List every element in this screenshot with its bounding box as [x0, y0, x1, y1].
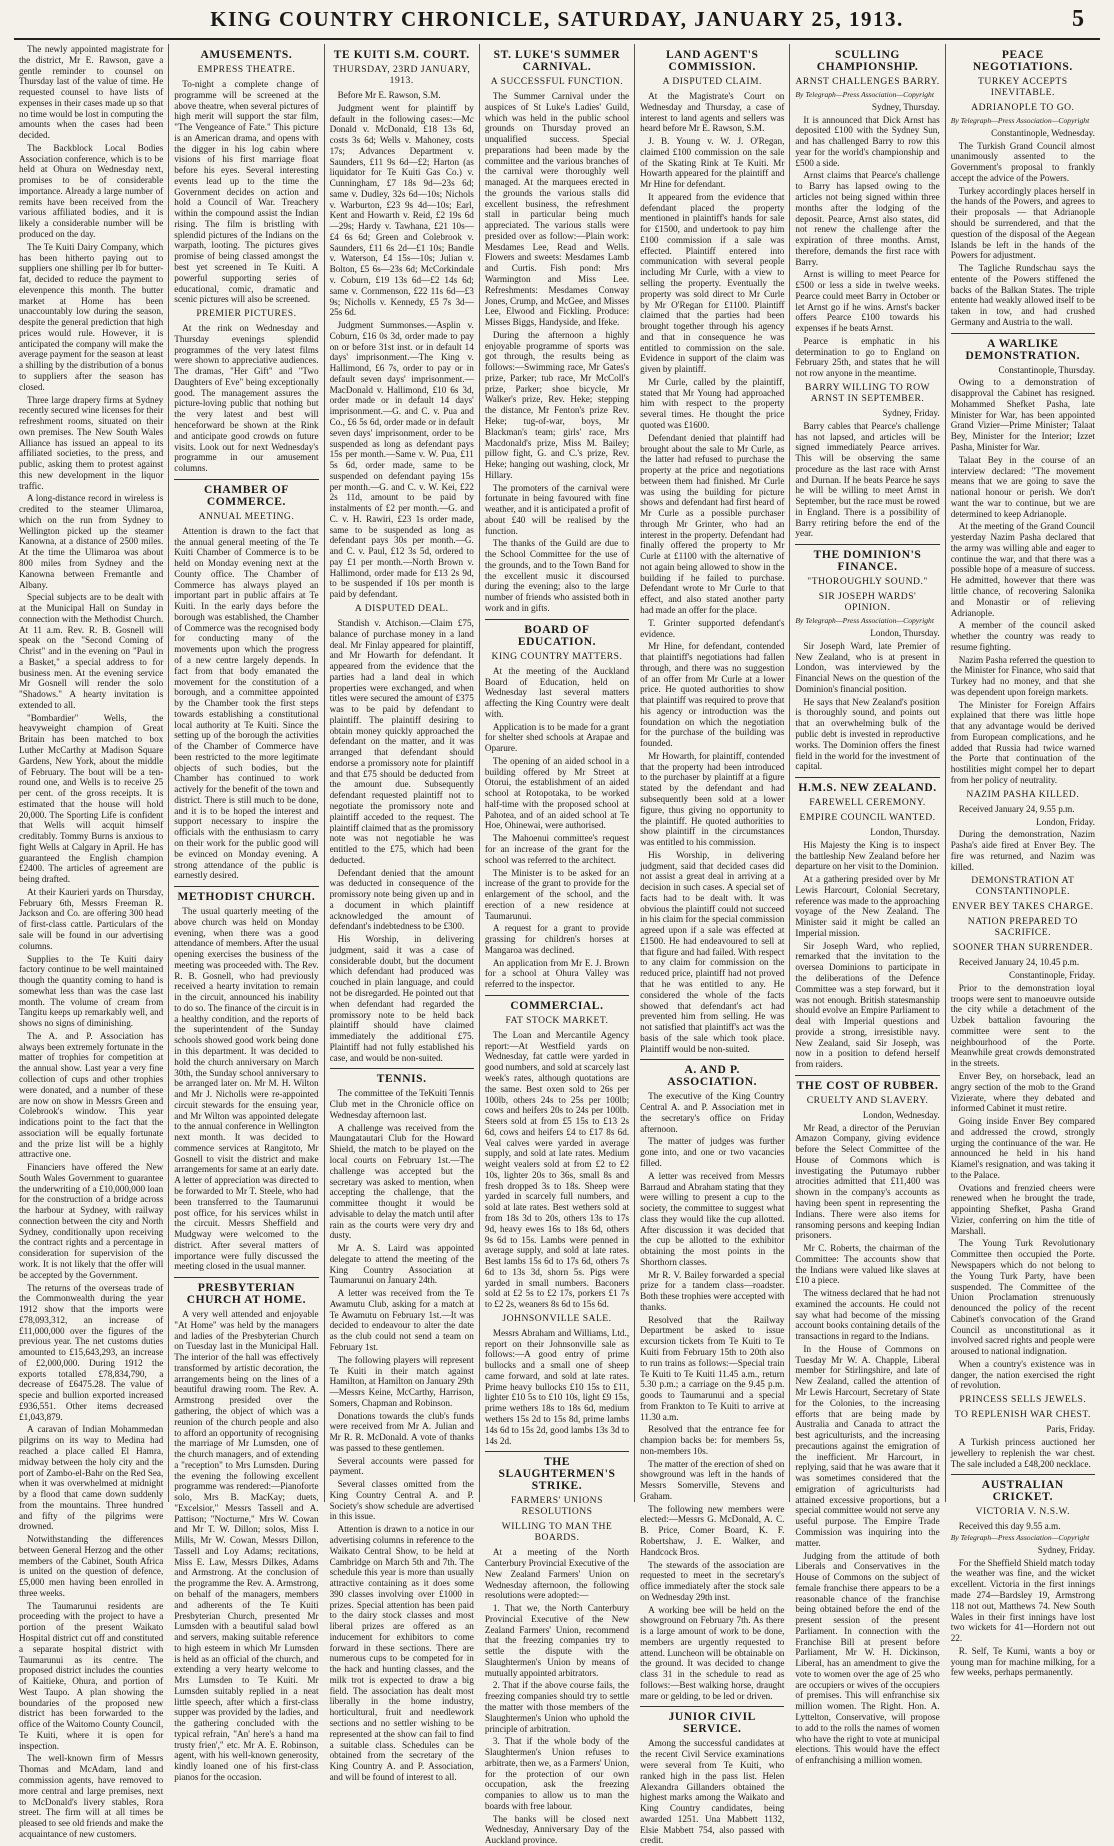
article-subheading: ANNUAL MEETING. — [198, 510, 295, 522]
article-headline: PRESBYTERIAN CHURCH AT HOME. — [174, 1277, 318, 1306]
column-6 — [790, 44, 945, 1766]
article-headline: THE COST OF RUBBER. — [795, 1075, 939, 1092]
article-paragraph: Three large drapery firms at Sydney recently secured wine licenses for their refreshment rooms, situated on their own premises. The New South Wales Alliance has issued an appeal to its affiliated societies, to the press, and public, asking them to protest against this new development in the liquor traffic. — [19, 394, 164, 491]
article-paragraph: At the meeting of the Auckland Board of Education, held on Wednesday last several matters affecting the King Country were dealt with. — [484, 665, 630, 719]
article-subheading: PRINCESS SELLS JEWELS. — [959, 1394, 1087, 1406]
article-paragraph: The newly appointed magistrate for the district, Mr E. Rawson, gave a gentle reminder to counsel on Thursday last of the value of time. He requested counsel to have lists of expenses in their cases made up so that no time would be lost in computing the amounts when the cases had been decided. — [19, 44, 164, 141]
article-paragraph: Sir Joseph Ward, late Premier of New Zealand, who is at present in London, was interviewed by the Financial News on the question of the Dominion's financial position. — [795, 640, 940, 694]
article-subheading: TO REPLENISH WAR CHEST. — [954, 1409, 1091, 1421]
article-paragraph: The thanks of the Guild are due to the School Committee for the use of the grounds, and to the Town Band for the excellent music it discoursed during the evening; also to the large number of friends who assisted both in work and in gifts. — [484, 538, 630, 613]
article-paragraph: Owing to a demonstration of disapproval the Cabinet has resigned. Mohammed Shefket Pasha, late Minister for War, has been appointed Grand Vizier—Prime Minister; Talaat Bey, Minister for the Interior; Izzet Pasha, Minister for War. — [950, 377, 1095, 453]
article-paragraph: Going inside Enver Bey compared and addressed the crowd, strongly urging the continuance of the war. He announced he held in his hand Kiamel's resignation, and was taking it to the Palace. — [950, 1116, 1095, 1180]
article-paragraph: The Backblock Local Bodies Association conference, which is to be held at Ohura on Wednesday next, promises to be of considerable importance. Already a large number of remits have been received from the various affiliated bodies, and it is likely a considerable number will be produced on the day. — [19, 142, 164, 240]
article-paragraph: Several classes omitted from the King Country Central A. and P. Society's show schedule are advertised in this issue. — [329, 1479, 474, 1522]
dateline: Sydney, Friday. — [1037, 1544, 1095, 1555]
article-subheading: DEMONSTRATION AT CONSTANTINOPLE. — [971, 875, 1075, 898]
article-headline: TENNIS. — [330, 1068, 474, 1085]
article-paragraph: Resolved that the entrance fee for champion backs be: for members 5s, non-members 10s. — [640, 1424, 785, 1456]
column-1 — [14, 44, 169, 1839]
column-3 — [325, 44, 480, 1782]
article-subheading: A DISPUTED DEAL. — [354, 602, 449, 614]
article-paragraph: The following new members were elected:—Messrs G. McDonald, A. C. B. Price, Comer Board, K. F. Robertshaw, J. E. Walker, and Handcock Bros. — [640, 1503, 785, 1557]
article-paragraph: Supplies to the Te Kuiti dairy factory continue to be well maintained though the quantity coming to hand is somewhat less than was the case last month. The volume of cream from Tangitu keeps up remarkably well, and shows no signs of diminishing. — [19, 953, 164, 1029]
article-paragraph: At the Magistrate's Court on Wednesday and Thursday, a case of interest to land agents and sellers was heard before Mr E. Rawson, S.M. — [640, 91, 785, 134]
article-subheading: EMPRESS THEATRE. — [197, 64, 296, 75]
article-paragraph: The Tagliche Rundschau says the entente of the Powers stiffened the backs of the Balkan States. The triple entente had weakly allowed itself to be taken in tow, and had crushed Germany and Austria to the wall. — [950, 263, 1095, 327]
article-paragraph: In the House of Commons on Tuesday Mr W. A. Chapple, Liberal member for Stirlingshire, and late of New Zealand, called the attention of Mr Lewis Harcourt, Secretary of State for the Colonies, to the increasing efforts that are being made by Australia and Canada to attract the best agriculturists, and the increasing precautions against the emigration of the inefficient. Mr Harcourt, in replying, said that he was aware that it was sometimes considered that the emigration of agriculturists had attained excessive proportions, but a special committee would not serve any useful purpose. The Empire Trade Commission was inquiring into the matter. — [795, 1343, 940, 1548]
article-paragraph: Mr Howarth, for plaintiff, contended that the property had been introduced to the purchaser by plaintiff at a figure stated by the defendant and had subsequently been sold at a lower figure, thus giving no opportunity to the plaintiff. He quoted authorities to show plaintiff in the circumstances was entitled to his commission. — [640, 750, 785, 848]
article-paragraph: "Bombardier" Wells, the heavyweight champion of Great Britain has been matched to box Luther McCarthy at Madison Square Gardens, New York, about the middle of February. The bout will be a ten-round one, and Wells is to receive 25 per cent. of the gross receipts. It is estimated that the house will hold 20,000. The Sporting Life is confident that Wells will acquit himself creditably. Tommy Burns is anxious to fight Wells at Calgary in April. He has guaranteed the English champion £2400. The articles of agreement are being drafted. — [19, 712, 164, 885]
article-paragraph: When a country's existence was in danger, the nation exercised the right of revolution. — [950, 1358, 1095, 1391]
article-paragraph: 1. That we, the North Canterbury Provincial Executive of the New Zealand Farmers' Union, recommend that the freezing companies try to settle the dispute with the Slaughtermen's Union by means of mutually appointed arbitrators. — [484, 1603, 630, 1678]
article-paragraph: For the Sheffield Shield match today the weather was fine, and the wicket excellent. Victoria in the first innings made 274—Bardsley 19, Armstrong 118 not out, Matthews 74. New South Wales in their first innings have lost two wickets for 41—Hordern not out 22. — [950, 1557, 1095, 1644]
article-headline: AUSTRALIAN CRICKET. — [951, 1474, 1095, 1503]
article-headline: SCULLING CHAMPIONSHIP. — [816, 49, 919, 73]
article-headline: CHAMBER OF COMMERCE. — [174, 479, 318, 508]
wire-credit: By Telegraph—Press Association—Copyright — [795, 616, 934, 626]
article-paragraph: The usual quarterly meeting of the above church was held on Monday evening, when there was a good attendance of members. After the usual opening exercises the business of the meeting was proceeded with. The Rev. R. B. Gosnell, who had previously received a hearty invitation to remain in the circuit, announced his inability to do so. The finance of the circuit is in a healthy condition, and the reports of the superintendent of the Sunday schools showed good work being done in this department. It was decided to hold the church anniversary on March 30th, the Sunday school anniversary to be arranged later on. Mr M. H. Wilton and Mr J. Nicholls were re-appointed circuit stewards for the ensuing year, and Mr Wilton was appointed delegate to the annual conference in Wellington next month. It was decided to commence services at Rangitoto, Mr Gosnell to visit the district and make arrangements for same at an early date. A letter of appreciation was directed to be forwarded to Mr T. Steele, who had been transferred to the Taumarunui post office, for his services whilst in the circuit. Messrs Sheffield and Mudgway were welcomed to the district. After several matters of importance were fully discussed the meeting closed in the usual manner. — [174, 906, 319, 1272]
article-paragraph: The A. and P. Association has always been extremely fortunate in the matter of trophies for competition at the annual show. Last year a very fine collection of cups and other trophies were donated, and a number of these are now on show in Messrs Green and Colebrook's window. This year indications point to the fact that the association will be equally fortunate and the prize list will be a highly attractive one. — [19, 1030, 164, 1160]
article-paragraph: T. Grinter supported defendant's evidence. — [640, 617, 785, 639]
article-subheading: JOHNSONVILLE SALE. — [502, 1312, 612, 1324]
article-headline: TE KUITI S.M. COURT. — [333, 49, 470, 61]
article-paragraph: At the rink on Wednesday and Thursday evenings splendid programmes of the very latest films were shown to appreciative audiences. The dramas, "Her Gift" and "Two Daughters of Eve" being exceptionally good. The management assures the picture-loving public that nothing but the very latest and best will henceforward be shown at the Rink and anticipate good crowds on future visits. Look out for next Wednesday's programme in our amusement columns. — [174, 323, 319, 474]
article-subheading: FAT STOCK MARKET. — [505, 1014, 609, 1026]
article-paragraph: The Summer Carnival under the auspices of St Luke's Ladies' Guild, which was held in the public school grounds on Thursday proved an unqualified success. Special preparations had been made by the committee and the various branches of the carnival were thoroughly well managed. At the marquees erected in the grounds the various stalls did excellent business, the refreshment stall in particular being much appreciated. The various stalls were presided over as follow:—Plain work: Mesdames Lee, Read and Wells. Flowers and sweets: Mesdames Lamb and Curtis. Fish pond: Mrs Warmington and Miss Lee. Refreshments: Mesdames Conway Jones, Crump, and McGee, and Misses Lee, Elwood and Fickling. Produce: Misses Biggs, Handyside, and Ifeke. — [484, 91, 630, 328]
article-paragraph: Several accounts were passed for payment. — [329, 1455, 474, 1477]
dateline: Sydney, Thursday. — [871, 101, 940, 112]
article-paragraph: Sir Joseph Ward, who replied, remarked that the invitation to the oversea Dominions to participate in the deliberations of the Defence Committee was a step forward, but it was not enough. British statesmanship should evolve an Empire Parliament to deal with Imperial questions and provide a strong, irresistible navy. New Zealand, said Sir Joseph, was now in a position to defend herself from raiders. — [795, 940, 940, 1070]
article-paragraph: A request for a grant to provide grassing for children's horses at Mangaroa was declined. — [484, 923, 630, 955]
article-paragraph: A letter was received from Messrs Barraud and Abraham stating that they were willing to present a cup to the society, the committee to suggest what class they would like the cup allotted. After discussion it was decided that the cup be allotted to the exhibitor obtaining the most points in the Shorthorn classes. — [640, 1170, 785, 1267]
column-2 — [169, 44, 324, 1783]
article-paragraph: Enver Bey, on horseback, lead an angry section of the mob to the Grand Vizierate, where they debated and informed Cabinet it must retire. — [950, 1071, 1095, 1114]
dateline: London, Thursday. — [870, 827, 940, 838]
article-paragraph: At the meeting of the Grand Council yesterday Nazim Pasha declared that the army was willing able and eager to continue the war, and that there was a possible hope of a measure of success. He admitted, however that there was little chance, of recovering Salonika and Monastir or of relieving Adrianople. — [950, 521, 1095, 618]
article-headline: H.M.S. NEW ZEALAND. — [795, 777, 939, 794]
column-5 — [635, 44, 790, 1846]
article-paragraph: Mr Curle, called by the plaintiff, stated that Mr Young had approached him with respect to the property several times. He thought the price quoted was £1600. — [640, 376, 785, 430]
article-paragraph: The Minister is to be asked for an increase of the grant to provide for the enlargement of the school, and the erection of a new residence at Taumarunui. — [484, 867, 630, 921]
article-subheading: NATION PREPARED TO SACRIFICE. — [967, 916, 1078, 939]
article-subheading: SOONER THAN SURRENDER. — [952, 942, 1093, 954]
article-subheading: "THOROUGHLY SOUND." — [807, 576, 928, 588]
article-paragraph: Notwithstanding the differences between General Herzog and the other members of the Cabinet, South Africa is united on the question of defence, £5,000 men having been enrolled in three weeks. — [19, 1534, 164, 1598]
article-paragraph: Defendant denied that the amount was deducted in consequence of the promissory note being given up and in a document in which plaintiff acknowledged the amount of defendant's indebtedness to be £300. — [329, 867, 474, 932]
article-subheading: FARMERS' UNIONS RESOLUTIONS — [511, 1495, 603, 1518]
article-paragraph: He says that New Zealand's position is thoroughly sound, and points out that an overwhelming bulk of the public debt is invested in reproductive works. The Dominion offers the finest field in the world for the investment of capital. — [795, 696, 940, 772]
article-headline: BOARD OF EDUCATION. — [485, 619, 629, 648]
article-subheading: ENVER BEY TAKES CHARGE. — [952, 901, 1094, 913]
article-paragraph: The stewards of the association are requested to meet in the secretary's office immediately after the stock sale on Wednesday 29th inst. — [640, 1559, 785, 1602]
article-paragraph: Talaat Bey in the course of an interview declared: "The movement means that we are going to save the national honour or perish. We don't want the war to continue, but we are determined to keep Adrianople. — [950, 454, 1095, 519]
article-subheading: WILLING TO MAN THE BOARDS. — [501, 1521, 613, 1544]
article-paragraph: A Turkish princess auctioned her jewellery to replenish the war chest. The sale included a £48,200 necklace. — [950, 1436, 1095, 1469]
article-paragraph: Before Mr E. Rawson, S.M. — [337, 90, 441, 100]
article-subheading: ADRIANOPLE TO GO. — [971, 102, 1075, 113]
article-paragraph: The Young Turk Revolutionary Committee then occupied the Porte. Newspapers which do not belong to the Young Turk Party, have been suspended. The Committee of the Union Proclamation strenuously denounced the policy of the recent Cabinet's convocation of the Grand Council as unconstitutional as it involved sacred rights and people were aroused to national indignation. — [950, 1238, 1095, 1357]
article-paragraph: The returns of the overseas trade of the Commonwealth during the year 1912 show that the imports were £78,093,312, an increase of £11,000,000 over the figures of the previous year. The net customs duties amounted to £15,643,293, an increase of £2,000,000. During 1912 the exports totalled £78,834,790, a decrease of £6475.28. The value of specie and bullion exported increased £936,551. Other items decreased £1,043,879. — [19, 1282, 164, 1422]
article-paragraph: 3. That if the whole body of the Slaughtermen's Union refuses to arbitrate, then we, as a Farmers' Union, for the protection of our own occupation, ask the freezing companies to allow us to man the boards with free labour. — [484, 1736, 630, 1811]
article-paragraph: The banks will be closed next Wednesday, Anniversary Day of the Auckland province. — [484, 1813, 630, 1846]
article-paragraph: His Worship, in delivering judgment, said that decided cases did not assist a great deal in arriving at a decision in such cases. A special set of facts had to be dealt with. It was obvious the plaintiff could not succeed in his claim for the special commission agreed upon if a sale was effected at £1500. He had endeavoured to sell at that figure and had failed. With respect to any claim for commission on the reduced price, plaintiff had not proved that he was entitled to any. He considered the whole of the facts showed that defendant's act had prevented him from selling. He was not satisfied that plaintiff's act was the basis of the sale which took place. Plaintiff would be non-suited. — [640, 849, 785, 1054]
article-paragraph: Received January 24, 9.55 p.m. — [958, 803, 1075, 814]
article-paragraph: R. Self, Te Kumi, wants a boy or young man for machine milking, for a few weeks, perhaps permanently. — [950, 1645, 1095, 1678]
dateline: Constantinople, Thursday. — [998, 364, 1095, 375]
article-paragraph: The committee of the TeKuiti Tennis Club met in the Chronicle office on Wednesday afternoon last. — [329, 1088, 474, 1120]
article-paragraph: A very well attended and enjoyable "At Home" was held by the managers and ladies of the Presbyterian Church on Tuesday last in the Municipal Hall. The interior of the hall was effectively transformed by artistic decoration, the arrangements being on the lines of a beautiful drawing room. The Rev. A. Armstrong presided over the gathering, the object of which was a reunion of the church people and also to afford an opportunity of recognising the marriage of Mr Lumsden, one of the church managers, and of extending a "reception" to Mrs Lumsden. During the evening the following excellent programme was rendered:—Pianoforte solo, Mrs B. MacKay; duets, "Excelsior," Messrs Tassell and A. Pattison; "Nocturne," Mrs W. Cowan and Mr T. W. Dillon; solos, Miss I. Mills, Mr W. Cowan, Messrs Dillon, Tassell and Loy Adams; recitations, Miss E. Law, Messrs Dilkes, Adams and Armstrong. At the conclusion of the programme the Rev. A. Armstrong, on behalf of the managers, members and adherents of the Te Kuiti Presbyterian Church, presented Mr Lumsden with a beautiful salad bowl and servers, making suitable reference to high esteem in which Mr Lumsden is held as an official of the church, and extending a very hearty welcome to Mrs Lumsden to Te Kuiti. Mr Lumsden suitably replied in a neat little speech, after which a first-class supper was provided by the ladies, and the gathering concluded with the typical refrain, "An' here's a hand ma trusty frien'," etc. Mr A. E. Robinson, agent, with his well-known generosity, kindly loaned one of his first-class pianos for the occasion. — [174, 1309, 319, 1783]
article-headline: THE DOMINION'S FINANCE. — [795, 544, 939, 573]
article-paragraph: At a meeting of the North Canterbury Provincial Executive of the New Zealand Farmers' Union on Wednesday afternoon, the following resolutions were adopted:— — [484, 1547, 630, 1601]
article-paragraph: The Te Kuiti Dairy Company, which has been hitherto paying out to suppliers one shilling per lb for butter-fat, decided to reduce the payment to elevenpence this month. The butter market at Home has been unaccountably low during the season, despite the general prediction that high prices would rule. However, it is anticipated the company will make the average payment for the season at least a shilling by the distribution of a bonus to suppliers after the season has closed. — [19, 241, 164, 392]
article-paragraph: Ovations and frenzied cheers were renewed when he brought the trade, appointing Shefket, Pasha Grand Vizier, conferring on him the title of Marshall. — [950, 1182, 1095, 1236]
article-paragraph: A challenge was received from the Maungatautari Club for the Howard Shield, the match to be played on the local courts on February 1st.—The challenge was accepted but the secretary was asked to mention, when accepting the challenge, that the committee thought it would be advisable to delay the match until after rain as the courts were very dry and dusty. — [329, 1122, 474, 1241]
article-paragraph: Arnst is willing to meet Pearce for £500 or less a side in twelve weeks. Pearce could meet Barry in October or let Arnst go if he wins. Arnst's backer offers Pearce £100 towards his expenses if he beats Arnst. — [795, 269, 940, 334]
article-paragraph: The Turkish Grand Council almost unanimously assented to the Government's proposal to frankly accept the advice of the Powers. — [950, 140, 1095, 183]
article-paragraph: Pearce is emphatic in his determination to go to England on February 25th, and states that he will not row anyone in the meantime. — [795, 335, 940, 379]
article-paragraph: Barry cables that Pearce's challenge has not lapsed, and articles will be signed immediately Pearce arrives. This will be observing the same procedure as the last race with Arnst and Durnan. If he beats Pearce he says he will be willing to meet Arnst in September, but the race must be rowed in England. There is a possibility of Barry retiring before the end of the year. — [795, 420, 940, 539]
article-paragraph: Attention is drawn to the fact that the annual general meeting of the Te Kuiti Chamber of Commerce is to be held on Monday evening next at the County office. The Chamber of Commerce has always played an important part in public affairs at Te Kuiti. In the early days before the borough was established, the Chamber of Commerce was the recognised body for conducting many of the movements upon which the progress of a new centre largely depends. In fact from that body emanated the movement for the constitution of a borough, and a committee appointed by the Chamber took the first steps towards establishing a constitutional local authority at Te Kuiti. Since the setting up of the borough the activities of the Chamber of Commerce have been restricted to the more legitimate objects of such bodies, but the Chamber has continued to work actively for the benefit of the town and district. There is still much to be done, and it is to be hoped the interest and support necessary to inspire the officials with the enthusiasm to carry on their work for the public good will be evinced on Monday evening. A strong attendance of the public is earnestly desired. — [174, 525, 319, 881]
article-paragraph: Mr C. Roberts, the chairman of the Committee: The accounts show that the Indians were valued like slaves at £10 a piece. — [795, 1243, 940, 1286]
dateline: London, Thursday. — [870, 628, 940, 639]
article-paragraph: The matter of the erection of shed on showground was left in the hands of Messrs Somerville, Stevens and Graham. — [640, 1458, 785, 1501]
article-paragraph: At their Kaurieri yards on Thursday, February 6th, Messrs Freeman R. Jackson and Co. are offering 300 head of first-class cattle. Particulars of the sale will be found in our advertising columns. — [19, 886, 164, 951]
article-paragraph: Nazim Pasha referred the question to the Minister for Finance, who said that Turkey had no money, and that she was dependent upon foreign markets. — [950, 654, 1095, 697]
article-paragraph: His Worship, in delivering judgment, said it was a case of considerable doubt, but the document which defendant had produced was couched in plain language, and could not be disregarded. He pointed out that when defendant had regarded the promissory note to be held back plaintiff should have claimed immediately the additional £75. Plaintiff had not fully established his case, and would be non-suited. — [329, 934, 474, 1063]
column-7 — [946, 44, 1100, 1678]
article-paragraph: Mr Read, a director of the Peruvian Amazon Company, giving evidence before the Select Committee of the House of Commons which is investigating the Putumayo rubber atrocities admitted that £11,400 was shown in the company's accounts as having been spent in representing the Indians. There were also items for ransoming persons and keeping Indian prisoners. — [795, 1122, 940, 1241]
article-paragraph: The witness declared that he had not examined the accounts. He could not say what had become of the missing account books containing details of the transactions in regard to the Indians. — [795, 1288, 940, 1342]
article-paragraph: The following players will represent Te Kuiti in their match against Hamilton, at Hamilton on January 29th—Messrs Keine, McCarthy, Harrison, Somers, Chapman and Robinson. — [329, 1354, 474, 1408]
article-paragraph: It appeared from the evidence that defendant placed the property mentioned in plaintiff's hands for sale for £1500, and undertook to pay him £100 commission if a sale was effected. Plaintiff entered into communication with several people including Mr Curle, with a view to selling the property. Eventually the property was sold direct to Mr Curle by Mr O'Regan for £1100. Plaintiff claimed that the parties had been brought together through his agency and that in consequence he was entitled to commission on the sale. Evidence in support of the claim was given by plaintiff. — [640, 191, 785, 375]
article-paragraph: Arnst claims that Pearce's challenge to Barry has lapsed owing to the articles not being signed within three months after the lodging of the deposit. Pearce, Arnst also states, did not renew the challenge after the expiration of three months. Arnst, therefore, demands the first race with Barry. — [795, 170, 940, 267]
article-paragraph: At a gathering presided over by Mr Lewis Harcourt, Colonial Secretary, reference was made to the approaching voyage of the New Zealand. The Minister said it might be called an Imperial mission. — [795, 874, 940, 938]
article-headline: JUNIOR CIVIL SERVICE. — [640, 1706, 784, 1735]
article-paragraph: To-night a complete change of programme will be screened at the above theatre, when several pictures of high merit will support the star film, "The Vengeance of Fate." This picture is an American drama, and opens with the digger in his log cabin where visions of his first marriage float before his eyes. Several interesting events lead up to the time the Government decides on action and hold a Council of War. Treachery within the compound assist the Indian rising. The film is bristling with splendid pictures of the Indians on the warpath, looting. The pictures gives promise of being classed amongst the best yet screened in Te Kuiti. A powerful supporting series of educational, comic, dramatic and scenic pictures will also be screened. — [174, 79, 319, 305]
dateline: Sydney, Friday. — [882, 408, 940, 419]
article-headline: PEACE NEGOTIATIONS. — [972, 49, 1073, 73]
article-paragraph: An application from Mr E. J. Brown for a school at Ohura Valley was referred to the inspector. — [484, 957, 630, 990]
masthead-title: KING COUNTRY CHRONICLE, SATURDAY, JANUARY 25, 1913. — [210, 6, 904, 31]
article-paragraph: The matter of judges was further gone into, and one or two vacancies filled. — [640, 1136, 785, 1168]
article-headline: ST. LUKE'S SUMMER CARNIVAL. — [493, 49, 621, 73]
article-paragraph: J. B. Young v. W. J. O'Regan, claimed £100 commission on the sale of the Skating Rink at Te Kuiti. Mr Howarth appeared for the plaintiff and Mr Hine for defendant. — [640, 136, 785, 190]
article-paragraph: The Taumarunui residents are proceeding with the project to have a portion of the present Waikato Hospital district cut off and constituted a separate hospital district with Taumarunui as its centre. The proposed district includes the counties of Kaitieke, Ohura, and portion of West Taupo. A plan showing the boundaries of the proposed new district has been forwarded to the office of the Waitomo County Council, Te Kuiti, where it is open for inspection. — [19, 1600, 164, 1751]
dateline: London, Wednesday. — [862, 1109, 940, 1120]
article-paragraph: Mr A. S. Laird was appointed delegate to attend the meeting of the King Country Association at Taumarunui on January 24th. — [329, 1243, 474, 1286]
article-paragraph: Application is to be made for a grant for shelter shed schools at Arapae and Oparure. — [484, 721, 630, 754]
article-paragraph: A member of the council asked whether the country was ready to resume fighting. — [950, 620, 1095, 652]
columns — [14, 44, 1100, 1846]
article-headline: A WARLIKE DEMONSTRATION. — [951, 333, 1095, 362]
article-paragraph: Judgment went for plaintiff by default in the following cases:—Mc Donald v. McDonald, £18 13s 6d, costs 3s 6d; Wells v. Mahoney, costs 17s; Advances Department v. Saunders, £11 9s 6d—£2; Harton (as liquidator for Te Kuiti Gas Co.) v. Cunningham, £7 18s 9d—23s 6d; same v. Dudley, 32s 6d—10s; Nichols v. Warburton, £23 9s 4d—10s; Earl, Kent and Howarth v. Reid, £2 19s 6d—29s; Hardy v. Tawhana, £21 10s—£4 6s 6d; Green and Colebrook v. Saunders, £11 6s 2d—£1 10s; Bandle v. Waterson, £4 15s—10s; Julian v. Bolton, £5 6s—23s 6d; McCorkindale v. Coburn, £19 13s 6d—£2 14s 6d; same v. Cornmenson, £22 11s 6d—£3 9s; Nicholls v. Kennedy, £5 7s 3d—25s 6d. — [329, 102, 474, 318]
article-subheading: THURSDAY, 23RD JANUARY, 1913. — [333, 64, 471, 86]
article-paragraph: Prior to the demonstration loyal troops were sent to manoeuvre outside the city while a detachment of the Uzbek battalion favouring the committee were sent to the neighbourhood of the Porte. Meanwhile great crowds demonstrated in the streets. — [950, 982, 1095, 1069]
article-subheading: SIR JOSEPH WARDS' OPINION. — [818, 591, 917, 614]
article-subheading: PREMIER PICTURES. — [196, 308, 297, 320]
article-paragraph: Standish v. Atchison.—Claim £75, balance of purchase money in a land deal. Mr Finlay appeared for plaintiff, and Mr Howarth for defendant. It appeared from the evidence that the parties had a land deal in which properties were exchanged, and when titles were secured the amount of £375 was to be paid by defendant to plaintiff. The plaintiff desiring to obtain money quickly approached the defendant on the matter, and it was arranged that defendant should endorse a promissory note for plaintiff and that £75 should be deducted from the amount due. Subsequently defendant requested plaintiff not to negotiate the promissory note and plaintiff acceded to the request. The plaintiff claimed that as the promissory note was not negotiable he was entitled to the £75, which had been deducted. — [329, 617, 474, 865]
article-subheading: NAZIM PASHA KILLED. — [966, 788, 1080, 800]
page-number: 5 — [1072, 6, 1084, 32]
article-subheading: FAREWELL CEREMONY. — [809, 797, 926, 809]
article-paragraph: Mr Hine, for defendant, contended that plaintiff's negotiations had fallen through, and there was no suggestion of an offer from Mr Curle at a lower price. He quoted authorities to show that plaintiff was required to prove that his agency or introduction was the foundation on which the negotiation for the purchase of the building was founded. — [640, 641, 785, 749]
article-subheading: VICTORIA V. N.S.W. — [975, 1506, 1071, 1518]
dateline: London, Friday. — [1036, 816, 1095, 827]
article-paragraph: The opening of an aided school in a building offered by Mr Street at Otorui, the establishment of an aided school at Rotopotaka, to be worked half-time with the proposed school at Pahotea, and of an aided school at Te Hoe, Ohinewai, were authorised. — [484, 755, 630, 831]
article-paragraph: 2. That if the above course fails, the freezing companies should try to settle the matter with those members of the Slaughtermen's Union who uphold the principle of arbitration. — [484, 1680, 630, 1734]
article-paragraph: During the demonstration, Nazim Pasha's aide fired at Enver Bey. The fire was returned, and Nazim was killed. — [950, 829, 1095, 872]
article-paragraph: It is announced that Dick Arnst has deposited £100 with the Sydney Sun, and has challenged Barry to row this year for the world's championship and £500 a side. — [795, 114, 940, 168]
article-paragraph: The Loan and Mercantile Agency report:—At Westfield yards on Wednesday, fat cattle were yarded in good numbers, and sold at scarcely last week's rates, although quotations are the same. Best oxen sold to 26s per 100lb, others 24s to 25s per 100lb; cows and heifers 20s to 24s per 100lb. Steers sold at from £5 15s to £13 2s 6d, cows and heifers £4 to £17 8s 6d. Veal calves were yarded in average supply, and sold at late rates. Medium weight vealers sold at from £2 to £2 10s, lighter 20s to 36s, small 8s and fresh dropped 3s to 18s. Sheep were yarded in scarcely full numbers, and sold at late rates. Best wethers sold at from 18s 3d to 20s, others 13s to 17s 9d, heavy ewes 16s to 18s 6d, others 9s 6d to 15s. Lambs were penned in average supply, and sold at late rates. Best lambs 15s 6d to 17s 6d, others 7s 6d to 13s 3d, shorn 5s. Pigs were yarded in small numbers. Baconers sold at £2 5s to £2 17s, porkers £1 7s to £2 2s, weaners 8s 6d to 15s 6d. — [484, 1029, 630, 1310]
article-paragraph: Received this day 9.55 a.m. — [958, 1521, 1061, 1532]
wire-credit: By Telegraph—Press Association—Copyright — [795, 90, 934, 99]
article-subheading: BARRY WILLING TO ROW ARNST IN SEPTEMBER. — [805, 382, 931, 405]
masthead — [14, 0, 1100, 40]
article-paragraph: Defendant denied that plaintiff had brought about the sale to Mr Curle, as the latter had refused to purchase the property at the price and negotiations between them had finished. Mr Curle was using the building for picture shows and defendant had first heard of Mr Curle as a possible purchaser through Mr Grinter, who had an interest in the property. Defendant had finally offered the property to Mr Curle at £1100 with the alternative of not again being allowed to show in the building if he failed to purchase. Defendant wrote to Mr Curle to that effect, and also stated another party had made an offer for the place. — [640, 432, 785, 615]
article-headline: METHODIST CHURCH. — [174, 886, 318, 903]
dateline: Constantinople, Wednesday. — [991, 127, 1095, 138]
wire-credit: By Telegraph—Press Association—Copyright — [950, 1533, 1090, 1543]
article-paragraph: Judgment Summonses.—Asplin v. Coburn, £16 0s 3d, order made to pay on or before 31st inst. or in default 14 days' imprisonment.—The King v. Hallimond, £6 7s, order to pay or in default seven days' imprisonment.—MacDonald v. Hallimond, £10 6s 3d, order made or in default 14 days' imprisonment.—G. and C. v. Pua and Co., £6 5s 6d, order made or in default seven days' imprisonment, order to be suspended as long as defendant pays 15s per month.—Same v. W. Pua, £11 5s 6d, order made, same to be suspended on defendant paying 15s per month.—G. and C. v. W. Kei, £22 2s 11d, amount to be paid by instalments of £2 per month.—G. and C. v. H. Rawiri, £23 1s order made, same to be suspended as long as defendant pays 30s per month.—G. and C. v. Paul, £12 3s 5d, ordered to pay £1 per month.—North Brown v. Hallimond, order made for £13 2s 9d, to be suspended if 10s per month is paid by defendant. — [329, 320, 474, 600]
article-paragraph: Judging from the attitude of both Liberals and Conservatives in the House of Commons on the subject of female franchise there appears to be a reasonable chance of the franchise being obtained before the end of the present session of the present Parliament. In connection with the Franchise Bill at present before Parliament, Mr W. H. Dickinson, Liberal, has an amendment to give the vote to women over the age of 25 who are occupiers or wives of the occupiers of premises. This will enfranchise six million women. The Right. Hon. A. Lyttelton, Conservative, will propose to add to the rolls the names of women who have the right to vote at municipal elections. This would have the effect of enfranchising a million women. — [795, 1550, 940, 1766]
article-subheading: A DISPUTED CLAIM. — [662, 76, 762, 87]
article-subheading: TURKEY ACCEPTS INEVITABLE. — [978, 76, 1068, 98]
article-paragraph: During the afternoon a highly enjoyable programme of sports was got through, the results being as follows:—Swimming race, Mr Gates's prize, Parker; tub race, Mr McColl's prize, Parker; shoe bicycle, Mr Walker's prize, Rev. Heke; stepping the distance, Mr Fenton's prize Rev. Heke; tug-of-war, boys, Mr Blackman's team; girls' race, Mrs Macdonald's prize, Miss M. Bailey; pillow fight, G. and C.'s prize, Rev. Heke; hanging out washing, clock, Mr Hillary. — [484, 329, 630, 480]
article-paragraph: Mr R. V. Bailey forwarded a special prize for a tandem class—roadster. Both these trophies were accepted with thanks. — [640, 1269, 785, 1312]
column-4 — [480, 44, 635, 1846]
article-paragraph: Donations towards the club's funds were received from Mr A. Julian and Mr R. R. McDonald. A vote of thanks was passed to these gentlemen. — [329, 1410, 474, 1453]
article-subheading: KING COUNTRY MATTERS. — [491, 650, 623, 662]
article-paragraph: A working bee will be held on the showground on February 7th. As there is a large amount of work to be done, members are urgently requested to attend. Luncheon will be obtainable on the ground. It was decided to change class 31 in the schedule to read as follows:—Best walking horse, draught mare or gelding, to be led or driven. — [640, 1604, 785, 1701]
article-paragraph: Resolved that the Railway Department be asked to issue excursion tickets from Te Kuiti to Te Kuiti from February 15th to 20th also to run trains as follows:—Special train Te Kuiti to Te Kuiti 11.45 a.m., return 5.30 p.m.; a carriage on the 9.45 p.m. goods to Taumarunui and a special from Frankton to Te Kuiti to arrive at 11.30 a.m. — [640, 1314, 785, 1422]
article-paragraph: The executive of the King Country Central A. and P. Association met in the secretary's office on Friday afternoon. — [640, 1091, 785, 1134]
article-paragraph: Messrs Abraham and Williams, Ltd., report on their Johnsonville sale as follows:—A good entry of prime bullocks and a small one of sheep came forward, and sold at late rates. Prime heavy bullocks £10 15s to £11, lighter £10 5s to £10 10s, light £9 15s, prime wethers 18s to 18s 6d, medium wethers 15s 2d to 15s 8d, prime lambs 14s 6d to 15s 2d, good lambs 13s 3d to 14s 2d. — [484, 1327, 630, 1446]
article-subheading: A SUCCESSFUL FUNCTION. — [490, 76, 624, 87]
article-subheading: EMPIRE COUNCIL WANTED. — [799, 812, 936, 824]
article-paragraph: A caravan of Indian Mohammedan pilgrims on its way to Medina had reached a place called El Hamra, midway between the holy city and the port of Zambo-el-Bahr on the Red Sea, when it was overwhelmed at midnight by a flood that came down suddenly from the mountains. Three hundred and fifty of the pilgrims were drowned. — [19, 1424, 164, 1532]
article-paragraph: His Majesty the King is to inspect the battleship New Zealand before her departure on her visit to the Dominion. — [795, 839, 940, 872]
article-subheading: ARNST CHALLENGES BARRY. — [795, 76, 940, 87]
article-paragraph: Attention is drawn to a notice in our advertising columns in reference to the Waikato Central Show, to be held at Cambridge on March 5th and 7th. The schedule this year is more than usually attractive containing as it does some 390 classes involving over £1000 in prizes. Special attention has been paid to the dairy stock classes and most liberal prizes are offered as an inducement for exhibitors to come forward in these sections. There are numerous cups to be competed for in the hack and hunting classes, and the milk trot is expected to draw a big field. The association has dealt most liberally in the home industry, horticultural, fruit and needlework sections and no settler wishing to be represented at the show can fail to find a suitable class. Schedules can be obtained from the secretary of the King Country A. and P. Association, and will be found of interest to all. — [329, 1524, 474, 1782]
article-headline: COMMERCIAL. — [485, 995, 629, 1012]
article-paragraph: Financiers have offered the New South Wales Government to guarantee the underwriting of a £10,000,000 loan for the construction of a bridge across the harbour at Sydney, with railway connection between the city and North Sydney, conditionally upon receiving the contract rights and a percentage in consideration for supervision of the work. It is not likely that the offer will be accepted by the Government. — [19, 1162, 164, 1280]
article-paragraph: The well-known firm of Messrs Thomas and McAdam, land and commission agents, have removed to more central and large premises, next to McDonald's livery stables, Rora street. The firm will at all times be pleased to see old friends and make the acquaintance of new customers. — [19, 1753, 164, 1839]
article-paragraph: A letter was received from the Te Awamutu Club, asking for a match at Te Awamutu on February 1st.—It was decided to endeavour to alter the date as the club could not send a team on February 1st. — [329, 1288, 474, 1352]
article-paragraph: The Minister for Foreign Affairs explained that there was little hope that any advantage would be derived from European complications, and he added that Russia had twice warned the Porte that continuation of the hostilities might compel her to depart from her policy of neutrality. — [950, 699, 1095, 785]
article-paragraph: Turkey accordingly places herself in the hands of the Powers, and agrees to their proposals — that Adrianople should be surrendered, and that the question of the disposal of the Aegean Islands be left in the hands of the Powers for adjustment. — [950, 185, 1095, 261]
article-paragraph: The Mahoenui committee's request for an increase of the grant for the school was referred to the architect. — [484, 833, 630, 865]
article-paragraph: A long-distance record in wireless is credited to the steamer Ulimaroa, which on the run from Sydney to Wellington picked up the steamer Kanowna, at a distance of 2500 miles. At the time the Ulimaroa was about 800 miles from Sydney and the Kanowna between Fremantle and Albany. — [19, 493, 164, 590]
article-headline: THE SLAUGHTERMEN'S STRIKE. — [485, 1451, 629, 1492]
article-headline: AMUSEMENTS. — [200, 49, 293, 61]
article-headline: A. AND P. ASSOCIATION. — [640, 1059, 784, 1088]
article-headline: LAND AGENT'S COMMISSION. — [666, 49, 759, 73]
article-paragraph: Special subjects are to be dealt with at the Municipal Hall on Sunday in connection with the Methodist Church. At 11 a.m. Rev. R. B. Gosnell will speak on the "Second Coming of Christ" and in the evening on "Paul in a Basket," a special address to for business men. At the evening service Mr Gosnell will render the solo "Shadows." A hearty invitation is extended to all. — [19, 592, 164, 710]
dateline: Constantinople, Friday. — [1009, 970, 1095, 981]
article-paragraph: The promoters of the carnival were fortunate in being favoured with fine weather, and it is anticipated a profit of about £40 will be realised by the function. — [484, 482, 630, 536]
article-paragraph: Received January 24, 10.45 p.m. — [958, 957, 1080, 968]
article-subheading: CRUELTY AND SLAVERY. — [806, 1094, 929, 1106]
dateline: Paris, Friday. — [1046, 1424, 1095, 1435]
wire-credit: By Telegraph—Press Association—Copyright — [950, 116, 1090, 125]
article-paragraph: Among the successful candidates at the recent Civil Service examinations were several from Te Kuiti, who ranked high in the pass list. Helen Alexandra Gillanders obtained the highest marks among the Waikato and King Country candidates, being awarded 1251. Una Mabbett 1132, Elsie Mabbett 754, also passed with credit. — [640, 1738, 785, 1846]
